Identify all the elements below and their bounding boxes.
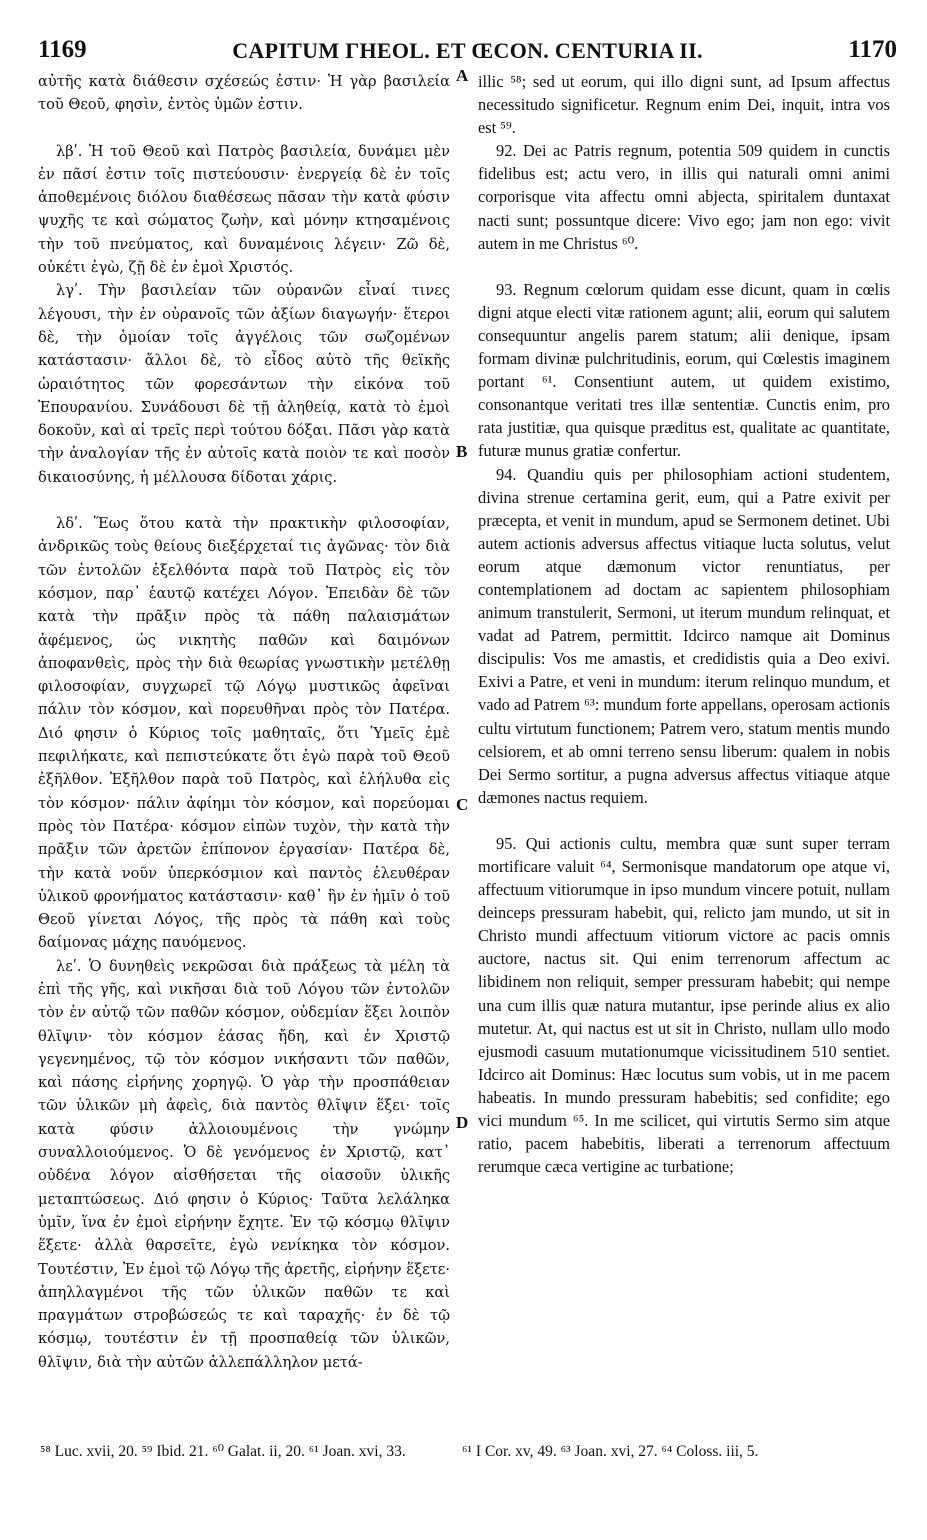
latin-paragraph-0: illic ⁵⁸; sed ut eorum, qui illo digni sunt, ad Ipsum affectus necessitudo significetur. Regnum enim Dei, inquit, intra vos est ⁵⁹.: [478, 72, 890, 138]
greek-paragraph-32: λβʹ. Ἡ τοῦ Θεοῦ καὶ Πατρὸς βασιλεία, δυνάμει μὲν ἐν πᾶσί ἐστιν τοῖς πιστεύουσιν· ἐνεργείᾳ δὲ ἐν τοῖς ἀποθεμένοις διόλου διαθέσεως πᾶσαν τὴν κατὰ φύσιν ψυχῆς τε καὶ σώματος ζωὴν, καὶ μόνην κτησαμένοις τὴν τοῦ πνεύματος, καὶ δυναμένοις λέγειν· Ζῶ δὲ, οὐκέτι ἐγὼ, ζῇ δὲ ἐν ἐμοὶ Χριστός.: [38, 142, 450, 277]
running-title: CAPITUM ΓHEOL. ET ŒCON. CENTURIA II.: [232, 38, 703, 63]
latin-paragraph-92: 92. Dei ac Patris regnum, potentia 509 quidem in cunctis fidelibus est; actu vero, in illis qui naturali omni animi corporisque vita affectu omni abjecta, spiritalem duntaxat nacti sunt; possuntque dicere: Vivo ego; jam non ego: vivit autem in me Christus ⁶⁰.: [478, 141, 890, 253]
margin-marker-a: A: [456, 66, 469, 85]
latin-column: [478, 70, 890, 1178]
greek-paragraph-34: λδʹ. Ἕως ὅτου κατὰ τὴν πρακτικὴν φιλοσοφίαν, ἀνδρικῶς τοὺς θείους διεξέρχεταί τις ἀγῶνας· τὸν διὰ τῶν ἐντολῶν ἐξελθόντα παρὰ τοῦ Πατρὸς εἰς τὸν κόσμον, παρ᾽ ἑαυτῷ κατέχει Λόγον. Ἐπειδὰν δὲ τῶν κατὰ τὴν πρᾶξιν πρὸς τὰ πάθη παλαισμάτων ἀφέμενος, ὡς νικητὴς παθῶν καὶ δαιμόνων ἀποφανθεὶς, πρὸς τὴν διὰ θεωρίας γνωστικὴν μετέλθῃ φιλοσοφίαν, συγχωρεῖ τῷ Λόγῳ μυστικῶς ἀφεῖναι πάλιν τὸν κόσμον, καὶ πορευθῆναι πρὸς τὸν Πατέρα. Διό φησιν ὁ Κύριος τοῖς μαθηταῖς, ὅτι Ὑμεῖς ἐμὲ πεφιλήκατε, καὶ πεπιστεύκατε ὅτι ἐγὼ παρὰ τοῦ Θεοῦ ἐξῆλθον. Ἐξῆλθον παρὰ τοῦ Πατρὸς, καὶ ἐλήλυθα εἰς τὸν κόσμον· πάλιν ἀφίημι τὸν κόσμον, καὶ πορεύομαι πρὸς τὸν Πατέρα· κόσμον εἰπὼν τυχὸν, τὴν κατὰ τὴν πρᾶξιν τῶν ἀρετῶν ἐπίπονον ἐργασίαν· Πατέρα δὲ, τὴν κατὰ νοῦν ὑπερκόσμιον καὶ παντὸς ἐλευθέραν ὑλικοῦ φρονήματος κατάστασιν· καθ᾽ ἣν ἐν ἡμῖν ὁ τοῦ Θεοῦ γίνεται Λόγος, τῆς πρὸς τὰ πάθη καὶ τοὺς δαίμονας μάχης παυόμενος.: [38, 515, 450, 952]
greek-paragraph-35: λεʹ. Ὁ δυνηθεὶς νεκρῶσαι διὰ πράξεως τὰ μέλη τὰ ἐπὶ τῆς γῆς, καὶ νικῆσαι διὰ τοῦ Λόγου τῶν ἐντολῶν τὸν ἐν αὐτῷ τῶν παθῶν κόσμον, οὐδεμίαν ἕξει λοιπὸν θλῖψιν· τὸν κόσμον ἐάσας ἤδη, καὶ ἐν Χριστῷ γεγενημένος, τῷ τὸν κόσμον νικήσαντι τῶν παθῶν, καὶ πάσης εἰρήνης χορηγῷ. Ὁ γὰρ τὴν προσπάθειαν τῶν ὑλικῶν μὴ ἀφεὶς, διὰ παντὸς θλῖψιν ἕξει· τοῖς κατὰ φύσιν ἀλλοιουμένοις τὴν γνώμην συναλλοιούμενος. Ὁ δὲ γενόμενος ἐν Χριστῷ, κατ᾽ οὐδένα λόγον αἰσθήσεται τῆς οἱασοῦν ὑλικῆς μεταπτώσεως. Διό φησιν ὁ Κύριος· Ταῦτα λελάληκα ὑμῖν, ἵνα ἐν ἐμοὶ εἰρήνην ἔχητε. Ἐν τῷ κόσμῳ θλῖψιν ἕξετε· ἀλλὰ θαρσεῖτε, ἐγὼ νενίκηκα τὸν κόσμον. Τουτέστιν, Ἐν ἐμοὶ τῷ Λόγῳ τῆς ἀρετῆς, εἰρήνην ἕξετε· ἀπηλλαγμένοι τῆς τῶν ὑλικῶν παθῶν τε καὶ πραγμάτων στροβώσεώς τε καὶ ταραχῆς· ἐν δὲ τῷ κόσμῳ, τουτέστιν ἐν τῇ προσπαθείᾳ τῶν ὑλικῶν, θλῖψιν, διὰ τὴν αὐτῶν ἀλλεπάλληλον μετά-: [38, 957, 450, 1371]
page-number-left: 1169: [38, 36, 87, 63]
latin-paragraph-94: 94. Quandiu quis per philosophiam actioni studentem, divina strenue certamina gerit, eum, qui a Patre exivit per præcepta, et venit in mundum, apud se Sermonem detinet. Ubi autem actionis adversus affectus vitiaque lucta solutus, velut eorum atque dæmonum victor renuntiatus, per contemplationem ad doctam ac sapientem philosophiam animum transtulerit, Sermoni, ut iterum mundum relinquat, et vadat ad Patrem, permittit. Idcirco namque ait Dominus discipulis: Vos me amastis, et credidistis quia a Deo exivi. Exivi a Patre, et veni in mundum: iterum relinquo mundum, et vado ad Patrem ⁶³: mundum forte appellans, operosam actionis cultu virtutum functionem; Patrem vero, statum mentis mundo celsiorem, et ab omni terreno sensu liberum: qualem in nobis Dei Sermo sortitur, a pugna adversus affectus vitiaque atque dæmones nactus requiem.: [478, 464, 890, 807]
page-number-right: 1170: [848, 36, 897, 63]
footnotes-left: ⁵⁸ Luc. xvii, 20. ⁵⁹ Ibid. 21. ⁶⁰ Galat. ii, 20. ⁶¹ Joan. xvi, 33.: [40, 1443, 406, 1460]
margin-marker-d: D: [456, 1113, 469, 1132]
greek-paragraph-33: λγʹ. Τὴν βασιλείαν τῶν οὐρανῶν εἶναί τινες λέγουσι, τὴν ἐν οὐρανοῖς τῶν ἀξίων διαγωγήν· ἕτεροι δὲ, τὴν ὁμοίαν τοῖς ἀγγέλοις τῶν σωζομένων κατάστασιν· ἄλλοι δὲ, τὸ εἶδος αὐτὸ τῆς θεϊκῆς ὡραιότητος τῶν φορεσάντων τὴν εἰκόνα τοῦ Ἐπουρανίου. Συνάδουσι δὲ τῇ ἀληθείᾳ, κατὰ τὸ ἐμοὶ δοκοῦν, καὶ αἱ τρεῖς περὶ τούτου δόξαι. Πᾶσι γὰρ κατὰ τὴν ἀναλογίαν τῆς ἐν αὐτοῖς κατὰ ποιὸν τε καὶ ποσὸν δικαιοσύνης, ἡ μέλλουσα δίδοται χάρις.: [38, 282, 450, 486]
latin-paragraph-95: 95. Qui actionis cultu, membra quæ sunt super terram mortificare valuit ⁶⁴, Sermonisque mandatorum ope atque vi, affectuum vitiorumque in ipso mundum vincere potuit, nullam deinceps pressuram habebit, qui, relicto jam mundo, ut sit in Christo mundi affectuum vitiorum victore ac pacis omnis auctore, nactus sit. Qui enim terrenorum affectum ac libidinem non reliquit, semper pressuram habebit; qui nempe una cum illis quæ natura mutantur, ipse perinde alius ex alio mutetur. At, qui nactus est ut sit in Christo, nullam ullo modo ejusmodi casuum mutationumque vicissitudinem 510 sentiet. Idcirco ait Dominus: Hæc locutus sum vobis, ut in me pacem habeatis. In mundo pressuram habebitis; sed confidite; ego vici mundum ⁶⁵. In me scilicet, qui virtutis Sermo sim atque ratio, pacem habebitis, liberati a terrenorum affectuum rerumque cæca vertigine ac turbatione;: [478, 833, 890, 1177]
page-header: [38, 36, 897, 70]
footnotes-right: ⁶¹ I Cor. xv, 49. ⁶³ Joan. xvi, 27. ⁶⁴ Coloss. iii, 5.: [462, 1443, 759, 1460]
greek-column: [38, 70, 450, 1374]
greek-paragraph-0: αὐτῆς κατὰ διάθεσιν σχέσεώς ἐστιν· Ἡ γὰρ βασιλεία τοῦ Θεοῦ, φησὶν, ἐντὸς ὑμῶν ἐστιν.: [38, 73, 450, 114]
margin-marker-c: C: [456, 795, 469, 814]
margin-marker-b: B: [456, 442, 468, 461]
latin-paragraph-93: 93. Regnum cœlorum quidam esse dicunt, quam in cœlis digni atque electi vitæ rationem agunt; alii, eorum qui salutem consequuntur angelis parem statum; alii denique, ipsam formam divinæ pulchritudinis, eorum, qui Cœlestis imaginem portant ⁶¹. Consentiunt autem, ut quidem existimo, consonantque veritati tres illæ sententiæ. Cunctis enim, pro rata justitiæ, qua quisque præditus est, qualitate ac quantitate, futuræ munus gratiæ confertur.: [478, 279, 890, 461]
